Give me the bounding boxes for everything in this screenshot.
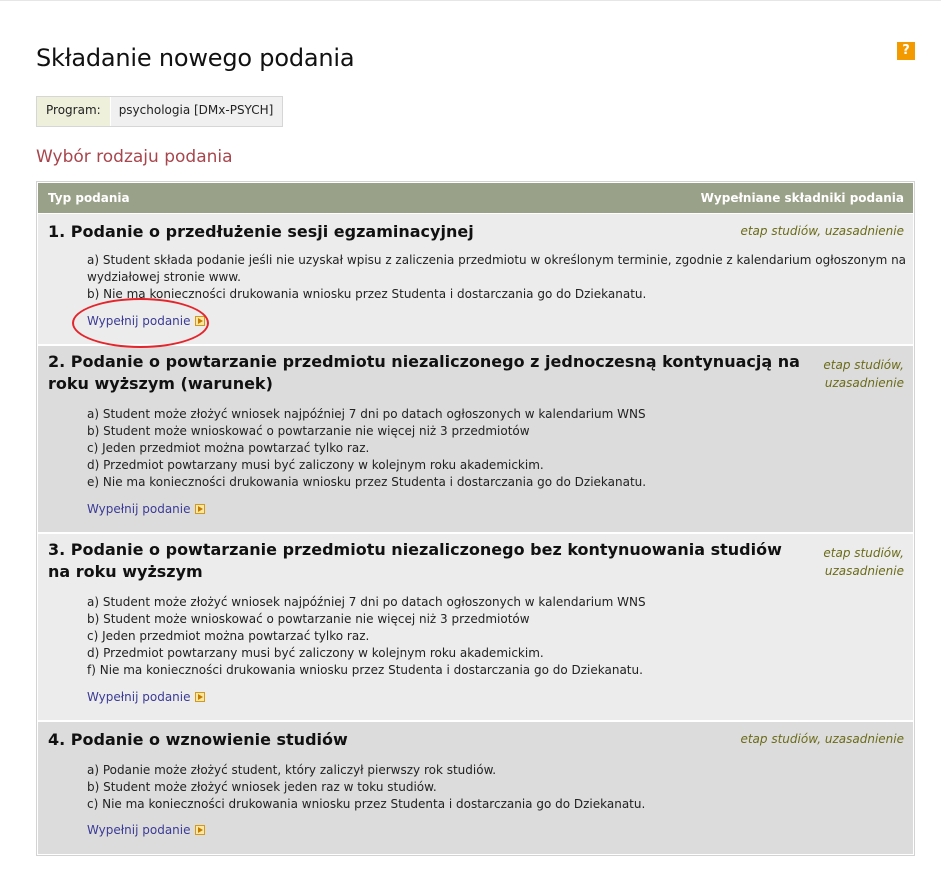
application-type-table xyxy=(36,181,915,856)
page-title: Składanie nowego podania xyxy=(36,44,355,72)
row-components xyxy=(823,544,904,580)
fill-form-label: Wypełnij podanie xyxy=(87,690,191,704)
row-title-line: 3. Podanie o powtarzanie przedmiotu niezaliczonego bez kontynuowania studiów xyxy=(48,540,782,559)
row-title: 4. Podanie o wznowienie studiów xyxy=(48,730,348,749)
row-title xyxy=(48,539,782,583)
rule-item: a) Podanie może złożyć student, który zaliczył pierwszy rok studiów. xyxy=(87,763,497,777)
rule-item: b) Student może wnioskować o powtarzanie nie więcej niż 3 przedmiotów xyxy=(87,612,530,626)
rule-item: b) Student może złożyć wniosek jeden raz w toku studiów. xyxy=(87,780,437,794)
row-title-line: roku wyższym (warunek) xyxy=(48,374,273,393)
column-header-type: Typ podania xyxy=(48,191,130,205)
fill-form-label: Wypełnij podanie xyxy=(87,823,191,837)
row-title xyxy=(48,351,800,395)
rule-item: c) Jeden przedmiot można powtarzać tylko raz. xyxy=(87,441,370,455)
rules-list xyxy=(87,252,906,303)
fill-form-link[interactable] xyxy=(87,502,205,516)
row-title-line: 2. Podanie o powtarzanie przedmiotu niezaliczonego z jednoczesną kontynuacją na xyxy=(48,352,800,371)
table-row xyxy=(38,534,913,720)
rule-item: d) Przedmiot powtarzany musi być zaliczony w kolejnym roku akademickim. xyxy=(87,646,544,660)
arrow-right-icon xyxy=(195,316,205,326)
rule-item: b) Student może wnioskować o powtarzanie nie więcej niż 3 przedmiotów xyxy=(87,424,530,438)
rules-list xyxy=(87,594,646,679)
table-row xyxy=(38,214,913,344)
program-value: psychologia [DMx-PSYCH] xyxy=(111,97,283,126)
fill-form-label: Wypełnij podanie xyxy=(87,502,191,516)
row-components-line: uzasadnienie xyxy=(824,564,904,578)
column-header-components: Wypełniane składniki podania xyxy=(700,191,904,205)
arrow-right-icon xyxy=(195,692,205,702)
table-header xyxy=(38,183,913,213)
fill-form-link[interactable] xyxy=(87,690,205,704)
row-components: etap studiów, uzasadnienie xyxy=(740,732,904,746)
row-components-line: etap studiów, xyxy=(823,358,904,372)
rule-item: a) Student składa podanie jeśli nie uzyskał wpisu z zaliczenia przedmiotu w określonym terminie, zgodnie z kalendarium ogłoszonym na xyxy=(87,253,907,267)
fill-form-label: Wypełnij podanie xyxy=(87,314,191,328)
top-divider xyxy=(0,0,941,1)
rule-item: f) Nie ma konieczności drukowania wniosku przez Studenta i dostarczania go do Dziekanatu. xyxy=(87,663,643,677)
rule-item: d) Przedmiot powtarzany musi być zaliczony w kolejnym roku akademickim. xyxy=(87,458,544,472)
arrow-right-icon xyxy=(195,504,205,514)
arrow-right-icon xyxy=(195,825,205,835)
row-title: 1. Podanie o przedłużenie sesji egzaminacyjnej xyxy=(48,222,474,241)
fill-form-link[interactable] xyxy=(87,823,205,837)
program-box xyxy=(36,96,283,127)
table-row xyxy=(38,722,913,854)
help-icon[interactable]: ? xyxy=(897,42,915,60)
table-row xyxy=(38,346,913,532)
rules-list xyxy=(87,762,645,813)
rule-item: c) Jeden przedmiot można powtarzać tylko raz. xyxy=(87,629,370,643)
rule-item: wydziałowej stronie www. xyxy=(87,270,241,284)
section-title: Wybór rodzaju podania xyxy=(36,147,233,167)
row-components: etap studiów, uzasadnienie xyxy=(740,224,904,238)
program-label: Program: xyxy=(37,97,111,126)
rule-item: b) Nie ma konieczności drukowania wniosku przez Studenta i dostarczania go do Dziekanatu. xyxy=(87,287,647,301)
row-components-line: uzasadnienie xyxy=(824,376,904,390)
rule-item: a) Student może złożyć wniosek najpóźniej 7 dni po datach ogłoszonych w kalendarium WNS xyxy=(87,407,646,421)
rules-list xyxy=(87,406,646,491)
rule-item: a) Student może złożyć wniosek najpóźniej 7 dni po datach ogłoszonych w kalendarium WNS xyxy=(87,595,646,609)
rule-item: e) Nie ma konieczności drukowania wniosku przez Studenta i dostarczania go do Dziekanatu. xyxy=(87,475,647,489)
rule-item: c) Nie ma konieczności drukowania wniosku przez Studenta i dostarczania go do Dziekanatu. xyxy=(87,797,646,811)
fill-form-link[interactable] xyxy=(87,314,205,328)
row-components xyxy=(823,356,904,392)
row-title-line: na roku wyższym xyxy=(48,562,203,581)
row-components-line: etap studiów, xyxy=(823,546,904,560)
